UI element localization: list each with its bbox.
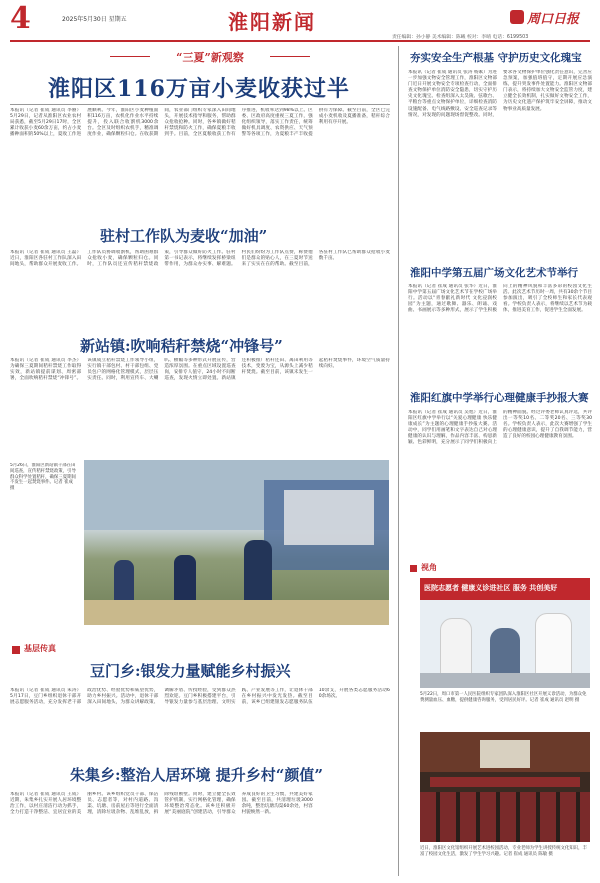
logo-mark-icon	[510, 10, 524, 24]
section-title: 淮阳新闻	[228, 10, 316, 34]
story3-headline: 新站镇:吹响秸秆禁烧“冲锋号”	[80, 337, 283, 355]
story7-body: 本报讯（记者 崔成 通讯员 张华）近日，淮阳中学第五届广场文化艺术节在学校广场举行。活动以“青春献礼新时代 文化浸润校园”为主题，通过歌舞、器乐、朗诵、戏曲、书画展示等多种形式，展示了学生积极向上的精神风貌和丰富多彩的校园文化生活。此次艺术节历时一周，共有30余个节目参加演出，吸引了全校师生和家长代表观看。学校负责人表示，将继续以艺术节为载体，推进美育工作，促进学生全面发展。	[408, 284, 592, 314]
story5-headline: 朱集乡:整治人居环境 提升乡村“颜值”	[70, 766, 324, 784]
story6-headline: 夯实安全生产根基 守护历史文化瑰宝	[410, 52, 582, 64]
story5-body: 本报讯（记者 崔成 通讯员 王成）近期，朱集乡扎实开展人居环境整治工作，以村庄清洁行动为抓手，全力打造干净整洁、宜居宜业的美丽乡村。该乡组织党员干部、保洁员、志愿者等，对村内道路、沟渠、坑塘、房前屋后等进行全面清理，清除垃圾杂物、乱堆乱放，拆除残垣断壁。同时，建立健全长效管护机制，实行网格化管理，确保环境整治常态化。该乡还积极开展“美丽庭院”创建活动，引导群众养成良好的卫生习惯，共建美好家园。截至目前，共清理垃圾3000余吨，整治坑塘沟渠60余处，村容村貌焕然一新。	[10, 792, 313, 816]
story8-body: 本报讯（记者 崔成 通讯员 吴旭）近日，淮阳区红旗中学举行以“关爱心理健康 快乐健康成长”为主题的心理健康手抄报大赛。活动中，同学们用画笔和文字表达自己对心理健康的认识与理解，作品内容丰富、构思新颖、色彩鲜明，充分展示了同学们积极向上的精神面貌。经过评委老师认真评选，共评出一等奖10名、二等奖20名、三等奖30名。学校负责人表示，此次大赛增强了学生的心理健康意识，提升了自我调节能力，营造了良好的校园心理健康教育氛围。	[408, 410, 592, 446]
story3-body: 本报讯（记者 崔成 通讯员 李杰）为确保三夏期间秸秆禁烧工作取得实效，新站镇提前谋划、周密部署，全面吹响秸秆禁烧“冲锋号”。该镇成立秸秆禁烧工作领导小组，实行镇干部包村、村干部包组、党员包户的网格化管理模式，层层压实责任。同时，利用宣传车、大喇叭、横幅等多种形式开展宣传，营造浓厚氛围。在重点区域设置巡查岗，安排专人值守，24小时不间断巡查，发现火情立即处置。新站镇还积极推广秸秆还田、离田利用等技术，变废为宝，从源头上减少秸秆焚烧。截至目前，该镇未发生一起秸秆焚烧事件，环境空气质量持续向好。	[10, 358, 390, 382]
story2-body: 本报讯（记者 崔成 通讯员 王磊）近日，淮阳区各驻村工作队深入田间地头，帮助群众开展麦收工作。工作队员协调收割机，帮助困难群众抢收小麦，确保颗粒归仓。同时，工作队员还宣传秸秆禁烧政策，引导群众做好防火工作。驻村第一书记表示，将继续发挥桥梁纽带作用，为群众办实事、解难题。村民们纷纷为工作队点赞，称赞他们是群众的贴心人，在三夏时节送来了实实在在的帮助。截至目前，各驻村工作队已帮助群众抢收小麦数千亩。	[10, 250, 390, 268]
column-divider	[398, 46, 399, 876]
logo-text: 周口日报	[527, 11, 580, 27]
lead-body: 本报讯（记者 崔成 通讯员 李丽）5月29日，记者从淮阳区农业农村局获悉，截至5月29日17时，全区累计收获小麦60余万亩，约占小麦播种面积的50%以上，夏收工作进展顺利。今年，淮阳区小麦种植面积116万亩，农机化作业水平持续提升，投入联合收割机3000余台。全区及时组织农机手，精准调度作业，确保颗粒归仓。在收获期间，农业部门组织专家深入田间地头，开展技术指导和服务，帮助群众抢收抢种。同时，各乡镇做好秸秆禁烧和防火工作，确保夏粮丰收到手。目前，全区夏粮收获工作有序推进，机收率达到98%以上。区委、区政府高度重视三夏工作，强化组织领导，落实工作责任，统筹做好机具调度、农资供应、天气预警等各项工作，为夏粮丰产丰收提供有力保障。截至目前，全区已完成小麦机收及夏播准备，秸秆综合利用有序开展。	[10, 108, 390, 138]
masthead-rule	[10, 40, 590, 42]
story8-headline: 淮阳红旗中学举行心理健康手抄报大赛	[410, 392, 589, 404]
kicker-line-left	[110, 56, 150, 57]
shijiao-banner-text: 医院志愿者 健康义诊进社区 服务 共创美好	[424, 584, 558, 592]
lead-headline: 淮阳区116万亩小麦收获过半	[48, 76, 350, 102]
photo1-caption: 5月26日，淮阳区新站镇干部在田间巡查，宣传秸秆禁烧政策，引导群众科学处置秸秆，确保三夏期间不发生一起焚烧事件。记者 崔成 摄	[10, 463, 76, 492]
logo	[510, 6, 579, 28]
info-line: 责任编辑：孙小静 美术编辑：陈曦 校对：李晴 电话：6199503	[392, 35, 529, 40]
shijiao-caption-bottom: 近日，淮阳区文化馆组织开展艺术进校园活动，专业老师为学生讲授传统文化知识，丰富了校园文化生活，激发了学生学习兴趣。记者 崔成 通讯员 陈敏 摄	[420, 846, 587, 857]
kicker-label: “三夏”新观察	[176, 51, 244, 64]
story4-headline: 豆门乡:银发力量赋能乡村振兴	[90, 662, 291, 680]
story6-body: 本报讯（记者 崔成 通讯员 张涛 杨素）为进一步加强文物安全管理工作，淮阳区文物部门近日开展文物安全专项检查行动，全面排查文物保护单位消防安全隐患，切实守护历史文化瑰宝。检查组深入太昊陵、弦歌台、平粮台等重点文物保护单位，详细检查消防设施配备、电气线路敷设、安全巡查记录等情况，对发现的问题现场督促整改。同时，要求各文物保护单位强化责任意识，完善应急预案，加强值班值守，定期开展应急演练，提升突发事件处置能力。淮阳区文物部门表示，将持续加大文物安全监管力度，建立健全长效机制，扎实做好文物安全工作，为历史文化遗产保护筑牢安全屏障，推动文物事业高质量发展。	[408, 70, 592, 118]
shijiao-caption-top: 5月22日，周口市第一人民医院组织专家团队深入淮阳区社区开展义诊活动，为群众免费测量血压、血糖，提供健康咨询服务，受到居民好评。记者 崔成 通讯员 赵明 摄	[420, 692, 587, 703]
shijiao-photo-bottom	[420, 732, 590, 842]
date-line: 2025年5月30日 星期五	[62, 16, 127, 23]
page-number: 4	[10, 1, 31, 36]
lead-divider	[10, 104, 390, 105]
shijiao-marker-icon	[410, 565, 417, 572]
shijiao-label: 视角	[421, 562, 437, 572]
shijiao-photo-top	[420, 578, 590, 688]
column-label: 基层传真	[24, 643, 56, 653]
photo1-image	[84, 460, 389, 625]
column-marker-icon	[12, 646, 20, 654]
story4-body: 本报讯（记者 崔成 通讯员 朱涛）5月17日，豆门乡组织退休干部开展志愿服务活动，充分发挥老干部政治优势、经验优势和威望优势，助力乡村振兴。活动中，退休干部深入田间地头，为群众讲解政策、调解矛盾、传授经验，受到群众热烈欢迎。豆门乡积极搭建平台，引导银发力量参与基层治理、文明实践、产业发展等工作，让退休干部在乡村振兴中发光发热。截至目前，该乡已组建银发志愿服务队伍10余支，开展各类志愿服务活动60余场次。	[10, 688, 390, 706]
story7-headline: 淮阳中学第五届广场文化艺术节举行	[410, 267, 578, 279]
kicker-line-right	[270, 56, 310, 57]
story2-headline: 驻村工作队为麦收“加油”	[100, 227, 268, 245]
